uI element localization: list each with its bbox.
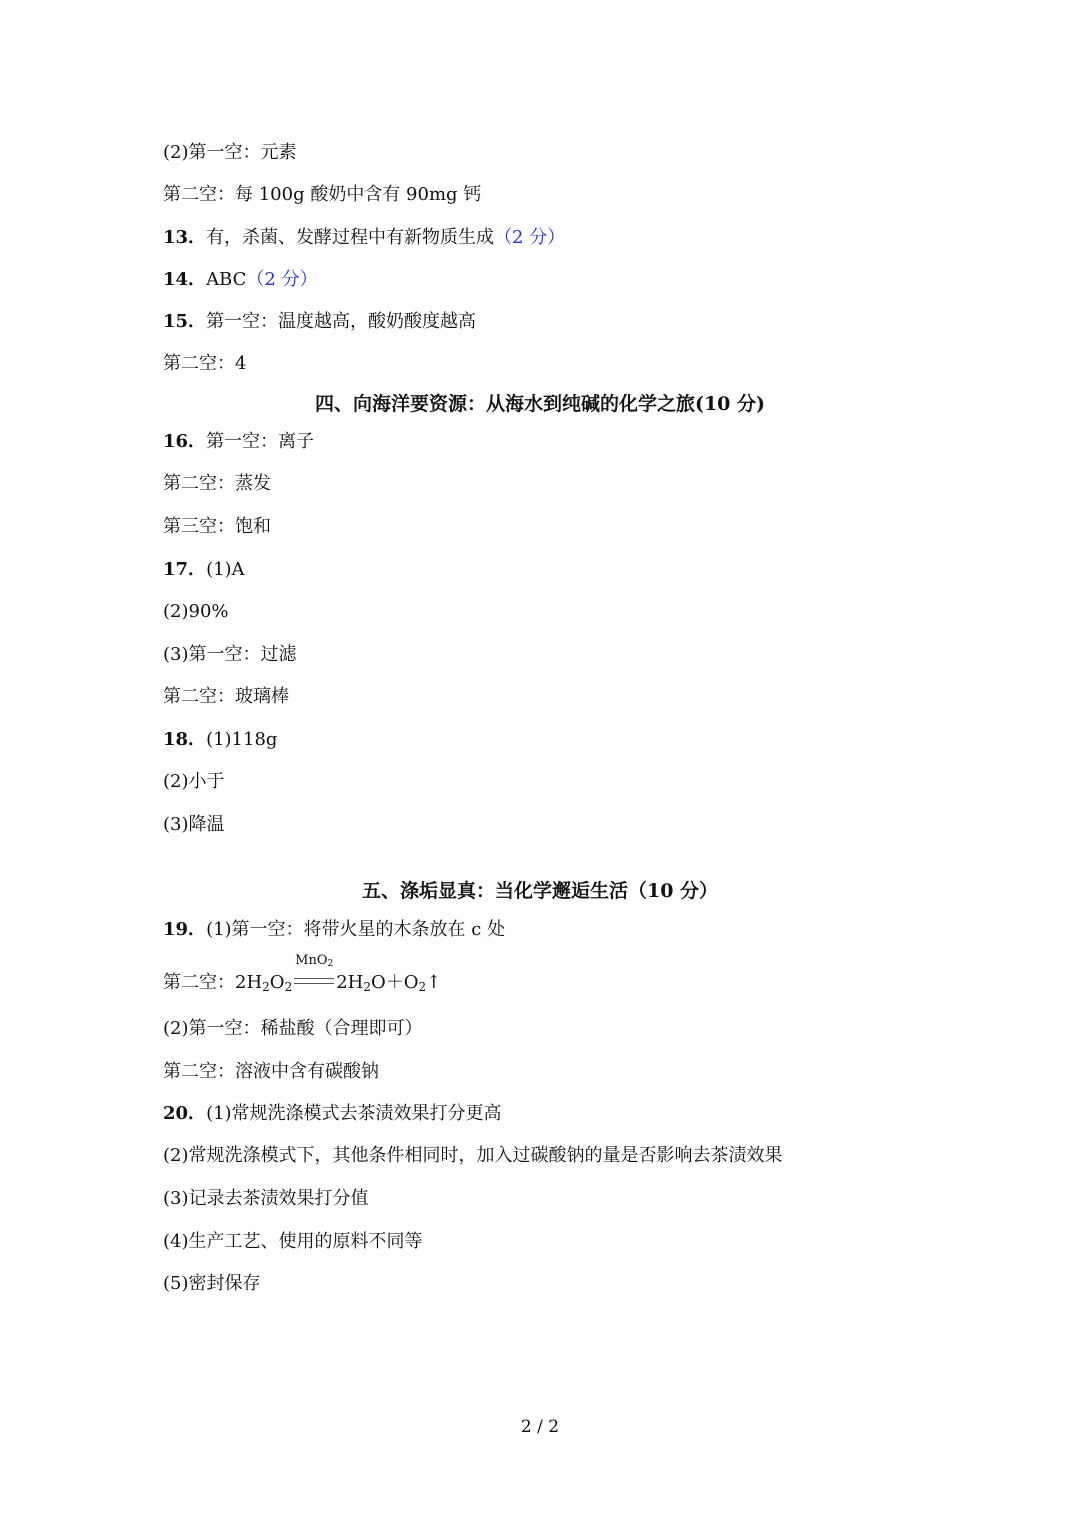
answer-line: 13．有，杀菌、发酵过程中有新物质生成（2 分） (163, 227, 566, 248)
answer-line: 第二空：溶液中含有碳酸钠 (163, 1061, 379, 1082)
answer-line: (2)小于 (163, 771, 225, 792)
answer-line: 第二空：玻璃棒 (163, 686, 289, 707)
answer-line: 第二空：4 (163, 353, 247, 374)
score-note: （2 分） (246, 269, 318, 290)
answer-line: (2)第一空：稀盐酸（合理即可） (163, 1018, 423, 1039)
question-number: 13． (163, 227, 207, 248)
question-number: 16． (163, 431, 207, 452)
reactant: $2H_2O_2$ (235, 972, 293, 994)
answer-line: (3)第一空：过滤 (163, 644, 297, 665)
section-heading: 五、涤垢显真：当化学邂逅生活（10 分） (361, 880, 719, 902)
answer-line: (3)记录去茶渍效果打分值 (163, 1188, 369, 1209)
question-number: 17． (163, 559, 207, 580)
answer-line: 第三空：饱和 (163, 516, 271, 537)
answer-line: 15．第一空：温度越高，酸奶酸度越高 (163, 311, 477, 332)
question-number: 20． (163, 1103, 207, 1124)
answer-line: 18．(1)118g (163, 729, 278, 750)
question-number: 14． (163, 269, 207, 290)
question-number: 19． (163, 919, 207, 940)
answer-line: 16．第一空：离子 (163, 431, 315, 452)
chemical-equation-line: 第二空：$2H_2O_2$ MnO$_2$ $2H_2O+O_2↑$ (163, 953, 442, 994)
answer-line: (2)90% (163, 601, 229, 622)
catalyst-label: MnO$_2$ (295, 953, 334, 969)
answer-line: (3)降温 (163, 814, 225, 835)
page-number: 2 / 2 (520, 1417, 560, 1437)
reaction-condition (293, 953, 335, 990)
answer-line: 19．(1)第一空：将带火星的木条放在 c 处 (163, 919, 506, 940)
products: $2H_2O+O_2↑$ (336, 972, 442, 994)
question-number: 15． (163, 311, 207, 332)
score-note: （2 分） (494, 227, 566, 248)
section-heading: 四、向海洋要资源：从海水到纯碱的化学之旅(10 分) (314, 393, 766, 415)
answer-line: (2)第一空：元素 (163, 142, 297, 163)
equals-sign (294, 978, 334, 984)
answer-line: (4)生产工艺、使用的原料不同等 (163, 1231, 423, 1252)
answer-line: 第二空：蒸发 (163, 473, 271, 494)
question-number: 18． (163, 729, 207, 750)
answer-line: (5)密封保存 (163, 1273, 261, 1294)
answer-line: 17．(1)A (163, 559, 245, 580)
answer-line: 20．(1)常规洗涤模式去茶渍效果打分更高 (163, 1103, 502, 1124)
gas-arrow-icon: ↑ (426, 972, 442, 993)
answer-line: (2)常规洗涤模式下，其他条件相同时，加入过碳酸钠的量是否影响去茶渍效果 (163, 1145, 783, 1166)
answer-line: 第二空：每 100g 酸奶中含有 90mg 钙 (163, 184, 482, 205)
answer-line: 14．ABC（2 分） (163, 269, 318, 290)
